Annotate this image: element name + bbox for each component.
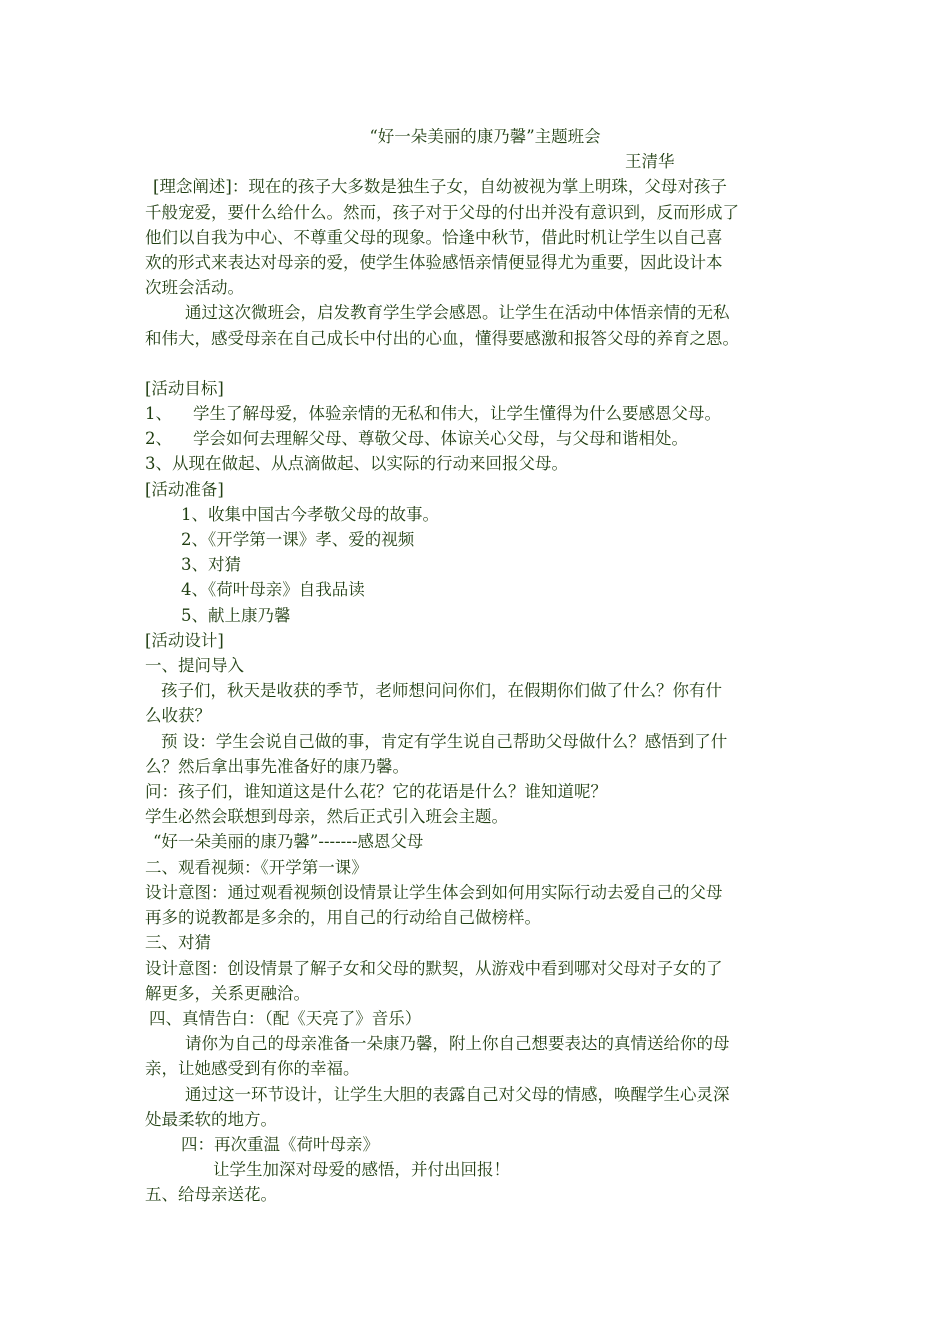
goal-item: 1、 学生了解母爱，体验亲情的无私和伟大，让学生懂得为什么要感恩父母。: [145, 404, 721, 424]
section-body: 让学生加深对母爱的感悟，并付出回报！: [213, 1160, 510, 1180]
section-body: 请你为自己的母亲准备一朵康乃馨，附上你自己想要表达的真情送给你的母: [185, 1034, 730, 1054]
section-body: 设计意图：创设情景了解子女和父母的默契，从游戏中看到哪对父母对子女的了: [145, 958, 723, 978]
prep-item: 4、《荷叶母亲》自我品读: [181, 580, 365, 600]
intent-line: 通过这一环节设计，让学生大胆的表露自己对父母的情感，唤醒学生心灵深: [185, 1084, 730, 1104]
prep-heading: [活动准备]: [145, 479, 224, 499]
concept-line: 千般宠爱，要什么给什么。然而，孩子对于父母的付出并没有意识到，反而形成了: [145, 202, 739, 222]
section-body: 亲，让她感受到有你的幸福。: [145, 1059, 360, 1079]
purpose-line: 通过这次微班会，启发教育学生学会感恩。让学生在活动中体悟亲情的无私: [185, 303, 730, 323]
section-title: 四：再次重温《荷叶母亲》: [181, 1134, 379, 1154]
preset-line: 预 设：学生会说自己做的事，肯定有学生说自己帮助父母做什么？感悟到了什: [161, 731, 728, 751]
purpose-line: 和伟大，感受母亲在自己成长中付出的心血，懂得要感激和报答父母的养育之恩。: [145, 328, 739, 348]
goal-item: 3、从现在做起、从点滴做起、以实际的行动来回报父母。: [145, 454, 568, 474]
section-title: 四、真情告白：（配《天亮了》音乐）: [149, 1008, 422, 1028]
section-title: 三、对猜: [145, 933, 211, 953]
question-line: 问：孩子们，谁知道这是什么花？它的花语是什么？谁知道呢？: [145, 782, 607, 802]
preset-line: 么？然后拿出事先准备好的康乃馨。: [145, 756, 409, 776]
concept-line: 次班会活动。: [145, 278, 244, 298]
page-title: “好一朵美丽的康乃馨”主题班会: [369, 127, 601, 146]
section-body: 么收获？: [145, 706, 211, 726]
design-heading: [活动设计]: [145, 630, 224, 650]
theme-line: “好一朵美丽的康乃馨”-------感恩父母: [153, 832, 424, 852]
goal-item: 2、 学会如何去理解父母、尊敬父母、体谅关心父母，与父母和谐相处。: [145, 429, 688, 449]
intent-line: 处最柔软的地方。: [145, 1109, 277, 1129]
section-body: 孩子们，秋天是收获的季节，老师想问问你们，在假期你们做了什么？你有什: [161, 681, 722, 701]
prep-item: 2、《开学第一课》孝、爱的视频: [181, 530, 415, 550]
concept-line: [理念阐述]：现在的孩子大多数是独生子女，自幼被视为掌上明珠，父母对孩子: [153, 177, 727, 197]
section-body: 再多的说教都是多余的，用自己的行动给自己做榜样。: [145, 908, 541, 928]
author-name: 王清华: [625, 152, 675, 172]
prep-item: 5、献上康乃馨: [181, 605, 291, 625]
concept-line: 他们以自我为中心、不尊重父母的现象。恰逢中秋节，借此时机让学生以自己喜: [145, 227, 723, 247]
prep-item: 3、对猜: [181, 555, 241, 575]
prep-item: 1、收集中国古今孝敬父母的故事。: [181, 504, 439, 524]
document-page: [145, 124, 825, 1208]
section-body: 设计意图：通过观看视频创设情景让学生体会到如何用实际行动去爱自己的父母: [145, 882, 723, 902]
lead-line: 学生必然会联想到母亲，然后正式引入班会主题。: [145, 807, 508, 827]
section-title: 五、给母亲送花。: [145, 1185, 277, 1205]
goals-heading: [活动目标]: [145, 378, 224, 398]
concept-line: 欢的形式来表达对母亲的爱，使学生体验感悟亲情便显得尤为重要，因此设计本: [145, 253, 723, 273]
section-title: 二、观看视频：《开学第一课》: [145, 857, 368, 877]
section-title: 一、提问导入: [145, 656, 244, 676]
blank-line: [145, 351, 825, 376]
section-body: 解更多，关系更融洽。: [145, 983, 310, 1003]
